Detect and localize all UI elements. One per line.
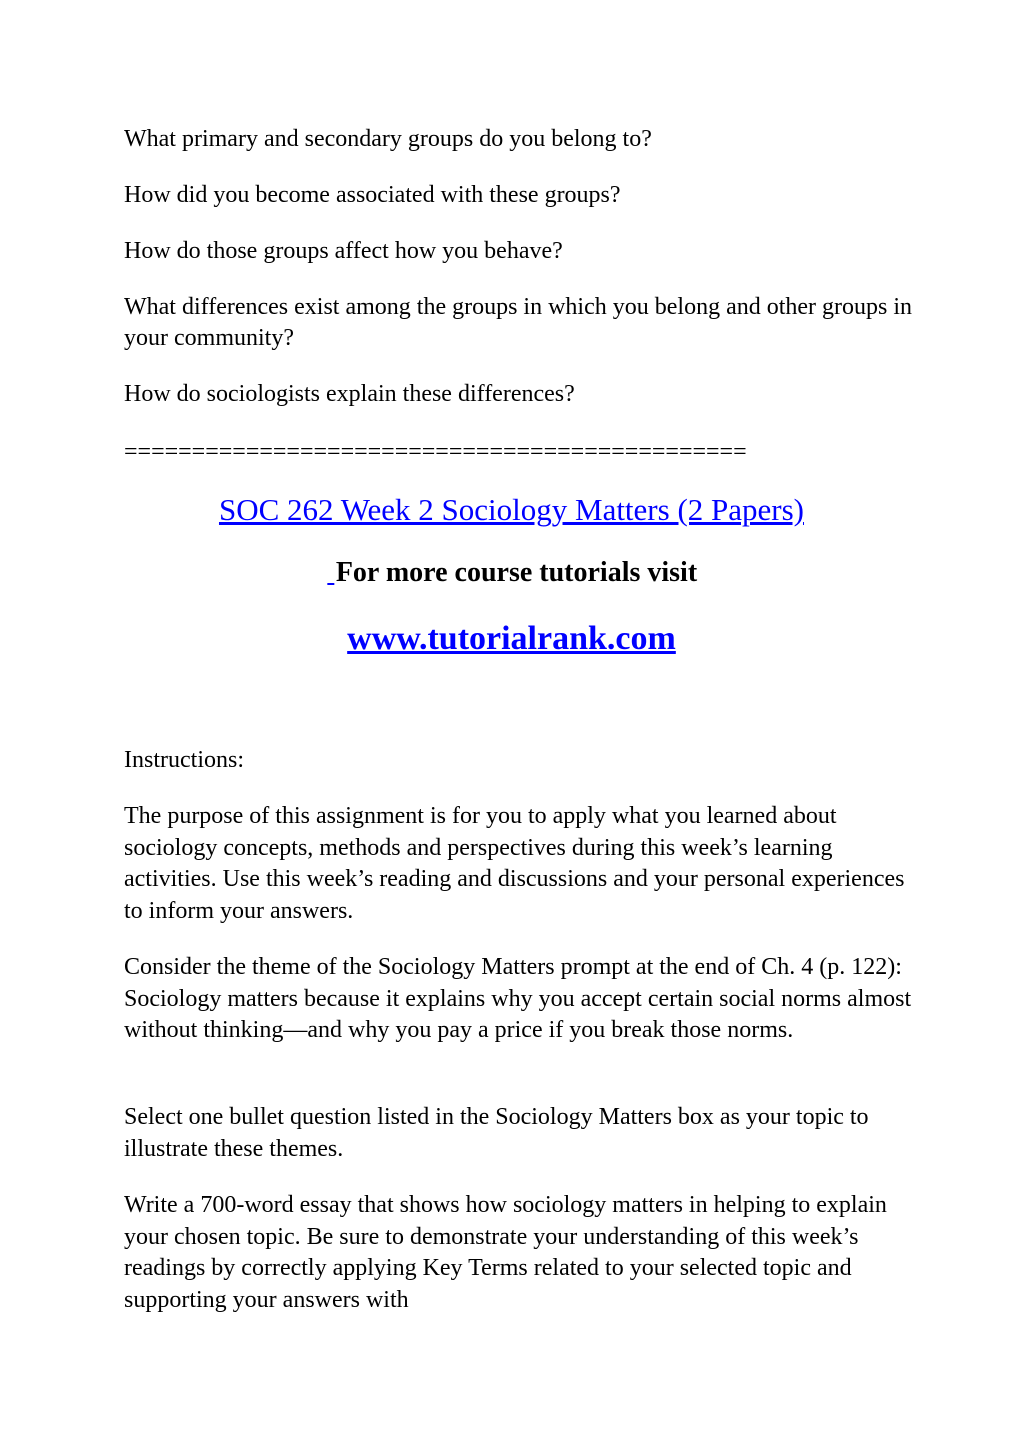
website-link[interactable]: www.tutorialrank.com xyxy=(347,620,676,657)
visit-text: For more course tutorials visit xyxy=(335,557,698,588)
course-title xyxy=(0,491,1023,529)
blank-link[interactable] xyxy=(326,556,336,590)
question-differences-among-groups: What differences exist among the groups in which you belong and other groups in your community? xyxy=(124,294,913,351)
paragraph-write-essay: Write a 700-word essay that shows how sociology matters in helping to explain your chosen topic. Be sure to demonstrate your understanding of this week’s readings by correctly applying Key Terms related to your selected topic and supporting your answers with xyxy=(124,1192,887,1313)
visit-line xyxy=(0,556,1023,590)
question-become-associated: How did you become associated with these groups? xyxy=(124,182,621,208)
paragraph-select-bullet: Select one bullet question listed in the Sociology Matters box as your topic to illustrate these themes. xyxy=(124,1104,869,1162)
paragraph-purpose: The purpose of this assignment is for you to apply what you learned about sociology concepts, methods and perspectives during this week’s learning activities. Use this week’s reading and discussions and your personal experiences to inform your answers. xyxy=(124,803,905,924)
instructions-heading: Instructions: xyxy=(124,747,244,773)
question-groups-affect-behavior: How do those groups affect how you behave? xyxy=(124,238,563,264)
question-sociologists-explain: How do sociologists explain these differences? xyxy=(124,381,575,407)
question-primary-secondary-groups: What primary and secondary groups do you belong to? xyxy=(124,126,652,152)
website xyxy=(0,618,1023,660)
course-title-link[interactable]: SOC 262 Week 2 Sociology Matters (2 Papers) xyxy=(218,492,804,527)
separator-line: ============================================== xyxy=(124,439,747,465)
paragraph-consider-theme: Consider the theme of the Sociology Matters prompt at the end of Ch. 4 (p. 122): Sociology matters because it explains why you accept certain social norms almost without thinking—and why you pay a price if you break those norms. xyxy=(124,954,912,1043)
